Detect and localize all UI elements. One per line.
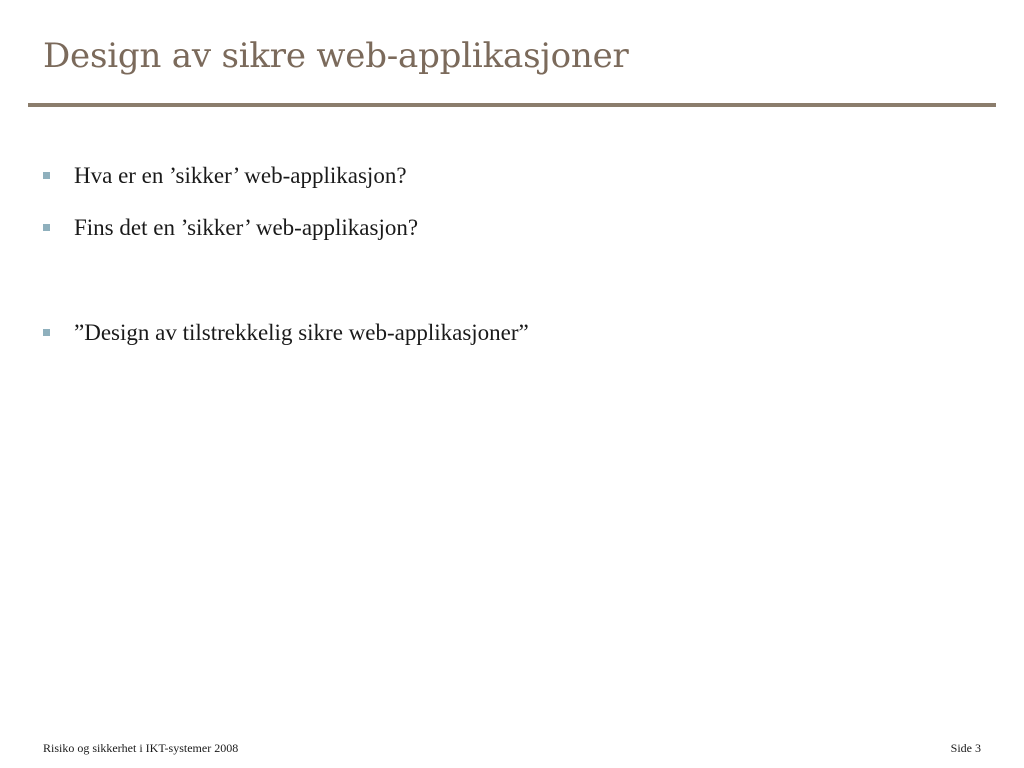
slide-title: Design av sikre web-applikasjoner [43,36,629,76]
footer-page-number: Side 3 [950,741,981,755]
bullet-text: Fins det en ’sikker’ web-applikasjon? [74,215,419,240]
square-bullet-icon [43,224,50,231]
square-bullet-icon [43,172,50,179]
square-bullet-icon [43,329,50,336]
bullet-text: ”Design av tilstrekkelig sikre web-applikasjoner” [74,320,529,345]
footer-course-title: Risiko og sikkerhet i IKT-systemer 2008 [43,741,239,755]
bullet-text: Hva er en ’sikker’ web-applikasjon? [74,163,407,188]
title-underline-rule [28,103,996,107]
